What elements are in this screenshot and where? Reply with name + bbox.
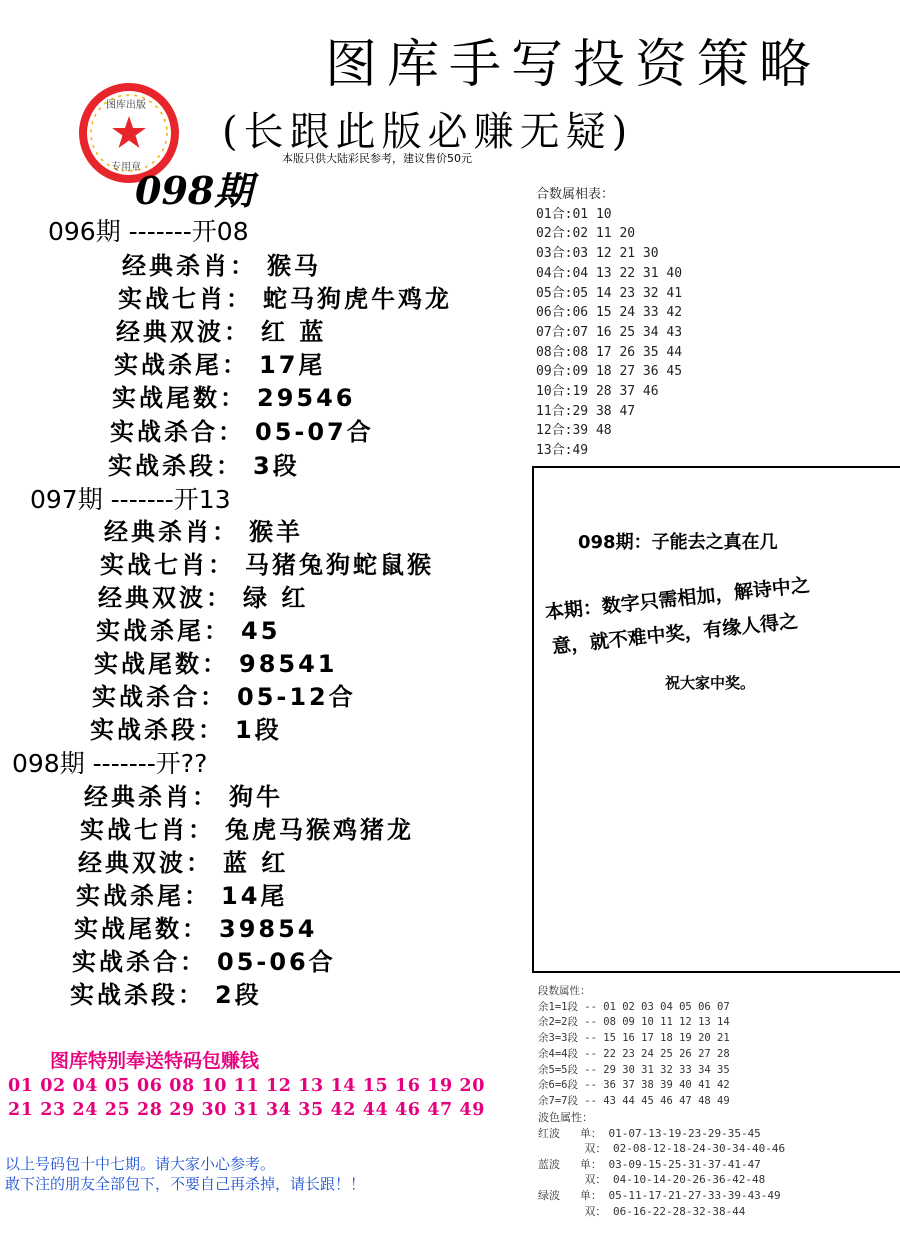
page-title: 图库手写投资策略 bbox=[325, 35, 822, 95]
row-value: 05-12合 bbox=[237, 683, 356, 711]
he-table-row: 10合:19 28 37 46 bbox=[536, 384, 659, 400]
poem-line-3: 意，就不难中奖，有缘人得之 bbox=[551, 610, 799, 658]
wave-color-table bbox=[538, 1110, 785, 1219]
he-table-row: 07合:07 16 25 34 43 bbox=[536, 324, 683, 340]
row-value: 马猪兔狗蛇鼠猴 bbox=[245, 551, 434, 579]
segment-table bbox=[538, 984, 730, 1110]
section-header-096: 096期 -------开08 bbox=[48, 217, 249, 246]
row-label: 实战杀尾： bbox=[96, 617, 231, 645]
row-label: 实战尾数： bbox=[74, 915, 209, 943]
wave-color-row: 绿波 单： 05-11-17-21-27-33-39-43-49 bbox=[538, 1188, 781, 1202]
current-issue: 098期 bbox=[135, 168, 253, 213]
segment-table-row: 余1=1段 -- 01 02 03 04 05 06 07 bbox=[538, 1000, 730, 1013]
row-096-tail-numbers bbox=[112, 378, 356, 413]
segment-table-row: 余5=5段 -- 29 30 31 32 33 34 35 bbox=[538, 1063, 730, 1076]
he-table-row: 01合:01 10 bbox=[536, 206, 612, 222]
row-value: 17尾 bbox=[259, 351, 326, 379]
row-label: 实战杀合： bbox=[72, 948, 207, 976]
row-097-seven-zodiac bbox=[100, 545, 434, 580]
row-value: 蓝 红 bbox=[223, 849, 289, 877]
he-table-row: 03合:03 12 21 30 bbox=[536, 246, 659, 262]
row-097-kill-zodiac bbox=[104, 512, 303, 547]
wave-color-row: 蓝波 单： 03-09-15-25-31-37-41-47 bbox=[538, 1157, 761, 1171]
row-label: 实战杀合： bbox=[110, 418, 245, 446]
wave-color-table-title: 波色属性： bbox=[538, 1111, 593, 1124]
row-097-kill-tail bbox=[96, 611, 280, 646]
row-value: 猴马 bbox=[267, 252, 321, 280]
row-value: 1段 bbox=[235, 716, 282, 744]
he-table-row: 11合:29 38 47 bbox=[536, 403, 636, 419]
section-header-098: 098期 -------开?? bbox=[12, 749, 208, 778]
row-097-kill-segment bbox=[90, 710, 282, 745]
row-value: 45 bbox=[241, 617, 281, 645]
wave-color-row: 双： 06-16-22-28-32-38-44 bbox=[538, 1204, 746, 1218]
row-096-double-wave bbox=[116, 312, 326, 347]
poem-line-2: 本期：数字只需相加，解诗中之 bbox=[544, 574, 811, 624]
row-value: 29546 bbox=[257, 384, 356, 412]
row-label: 实战七肖： bbox=[80, 816, 215, 844]
wave-color-row: 双： 04-10-14-20-26-36-42-48 bbox=[538, 1173, 766, 1187]
row-label: 经典杀肖： bbox=[104, 518, 239, 546]
row-096-seven-zodiac bbox=[118, 279, 452, 314]
row-label: 实战杀段： bbox=[90, 716, 225, 744]
he-table-row: 06合:06 15 24 33 42 bbox=[536, 305, 683, 321]
poem-line-4: 祝大家中奖。 bbox=[665, 674, 756, 692]
row-value: 猴羊 bbox=[249, 518, 303, 546]
segment-table-row: 余6=6段 -- 36 37 38 39 40 41 42 bbox=[538, 1079, 730, 1092]
row-value: 蛇马狗虎牛鸡龙 bbox=[263, 285, 452, 313]
stamp-top-text: 图库出版 bbox=[106, 100, 146, 111]
row-value: 3段 bbox=[253, 452, 300, 480]
row-label: 实战杀尾： bbox=[76, 882, 211, 910]
he-table-row: 02合:02 11 20 bbox=[536, 226, 636, 242]
he-table-row: 13合:49 bbox=[536, 443, 589, 459]
row-value: 狗牛 bbox=[229, 783, 283, 811]
row-096-kill-segment bbox=[108, 446, 300, 481]
row-value: 兔虎马猴鸡猪龙 bbox=[225, 816, 414, 844]
row-label: 实战杀尾： bbox=[114, 351, 249, 379]
he-table bbox=[536, 185, 682, 461]
row-label: 经典杀肖： bbox=[122, 252, 257, 280]
segment-table-row: 余7=7段 -- 43 44 45 46 47 48 49 bbox=[538, 1094, 730, 1107]
row-value: 绿 红 bbox=[243, 584, 309, 612]
wave-color-row: 红波 单： 01-07-13-19-23-29-35-45 bbox=[538, 1126, 761, 1140]
promo-numbers-line-2: 21 23 24 25 28 29 30 31 34 35 42 44 46 47 49 bbox=[8, 1100, 485, 1120]
he-table-row: 04合:04 13 22 31 40 bbox=[536, 265, 683, 281]
row-value: 14尾 bbox=[221, 882, 288, 910]
promo-note-2: 敢下注的朋友全部包下，不要自己再杀掉，请长跟！！ bbox=[5, 1175, 366, 1193]
promo-numbers-line-1: 01 02 04 05 06 08 10 11 12 13 14 15 16 19 20 bbox=[8, 1076, 485, 1096]
row-label: 实战七肖： bbox=[100, 551, 235, 579]
row-097-tail-numbers bbox=[94, 644, 338, 679]
row-096-kill-he bbox=[110, 412, 374, 447]
he-table-row: 12合:39 48 bbox=[536, 423, 612, 439]
he-table-row: 08合:08 17 26 35 44 bbox=[536, 344, 683, 360]
row-value: 98541 bbox=[239, 650, 338, 678]
row-label: 实战七肖： bbox=[118, 285, 253, 313]
row-098-kill-zodiac bbox=[84, 777, 283, 812]
page-subtitle: (长跟此版必赚无疑) bbox=[222, 109, 634, 155]
row-label: 实战杀合： bbox=[92, 683, 227, 711]
row-096-kill-zodiac bbox=[122, 246, 321, 281]
row-value: 39854 bbox=[219, 915, 318, 943]
row-097-kill-he bbox=[92, 677, 356, 712]
row-label: 实战尾数： bbox=[112, 384, 247, 412]
promo-title: 图库特别奉送特码包赚钱 bbox=[50, 1050, 260, 1072]
row-label: 经典杀肖： bbox=[84, 783, 219, 811]
wave-color-row: 双： 02-08-12-18-24-30-34-40-46 bbox=[538, 1142, 786, 1156]
row-value: 05-07合 bbox=[255, 418, 374, 446]
row-098-kill-segment bbox=[70, 975, 262, 1010]
row-label: 实战杀段： bbox=[108, 452, 243, 480]
poem-line-1: 098期：子能去之真在几 bbox=[578, 532, 778, 553]
row-098-seven-zodiac bbox=[80, 810, 414, 845]
he-table-row: 09合:09 18 27 36 45 bbox=[536, 364, 683, 380]
promo-note-1: 以上号码包十中七期。请大家小心参考。 bbox=[5, 1155, 276, 1173]
row-label: 经典双波： bbox=[116, 318, 251, 346]
row-098-kill-tail bbox=[76, 876, 287, 911]
segment-table-row: 余3=3段 -- 15 16 17 18 19 20 21 bbox=[538, 1032, 730, 1045]
row-098-tail-numbers bbox=[74, 909, 318, 944]
row-value: 05-06合 bbox=[217, 948, 336, 976]
row-value: 2段 bbox=[215, 981, 262, 1009]
row-096-kill-tail bbox=[114, 345, 325, 380]
he-table-row: 05合:05 14 23 32 41 bbox=[536, 285, 683, 301]
row-label: 实战尾数： bbox=[94, 650, 229, 678]
price-note: 本版只供大陆彩民参考，建议售价50元 bbox=[282, 152, 472, 165]
segment-table-row: 余4=4段 -- 22 23 24 25 26 27 28 bbox=[538, 1047, 730, 1060]
row-098-kill-he bbox=[72, 942, 336, 977]
segment-table-title: 段数属性： bbox=[538, 985, 591, 997]
row-label: 实战杀段： bbox=[70, 981, 205, 1009]
row-098-double-wave bbox=[78, 843, 288, 878]
row-097-double-wave bbox=[98, 578, 308, 613]
row-value: 红 蓝 bbox=[261, 318, 327, 346]
segment-table-row: 余2=2段 -- 08 09 10 11 12 13 14 bbox=[538, 1016, 730, 1029]
row-label: 经典双波： bbox=[98, 584, 233, 612]
stamp-bottom-text: 专用章 bbox=[111, 162, 141, 173]
he-table-title: 合数属相表： bbox=[536, 187, 615, 202]
section-header-097: 097期 -------开13 bbox=[30, 485, 231, 514]
row-label: 经典双波： bbox=[78, 849, 213, 877]
